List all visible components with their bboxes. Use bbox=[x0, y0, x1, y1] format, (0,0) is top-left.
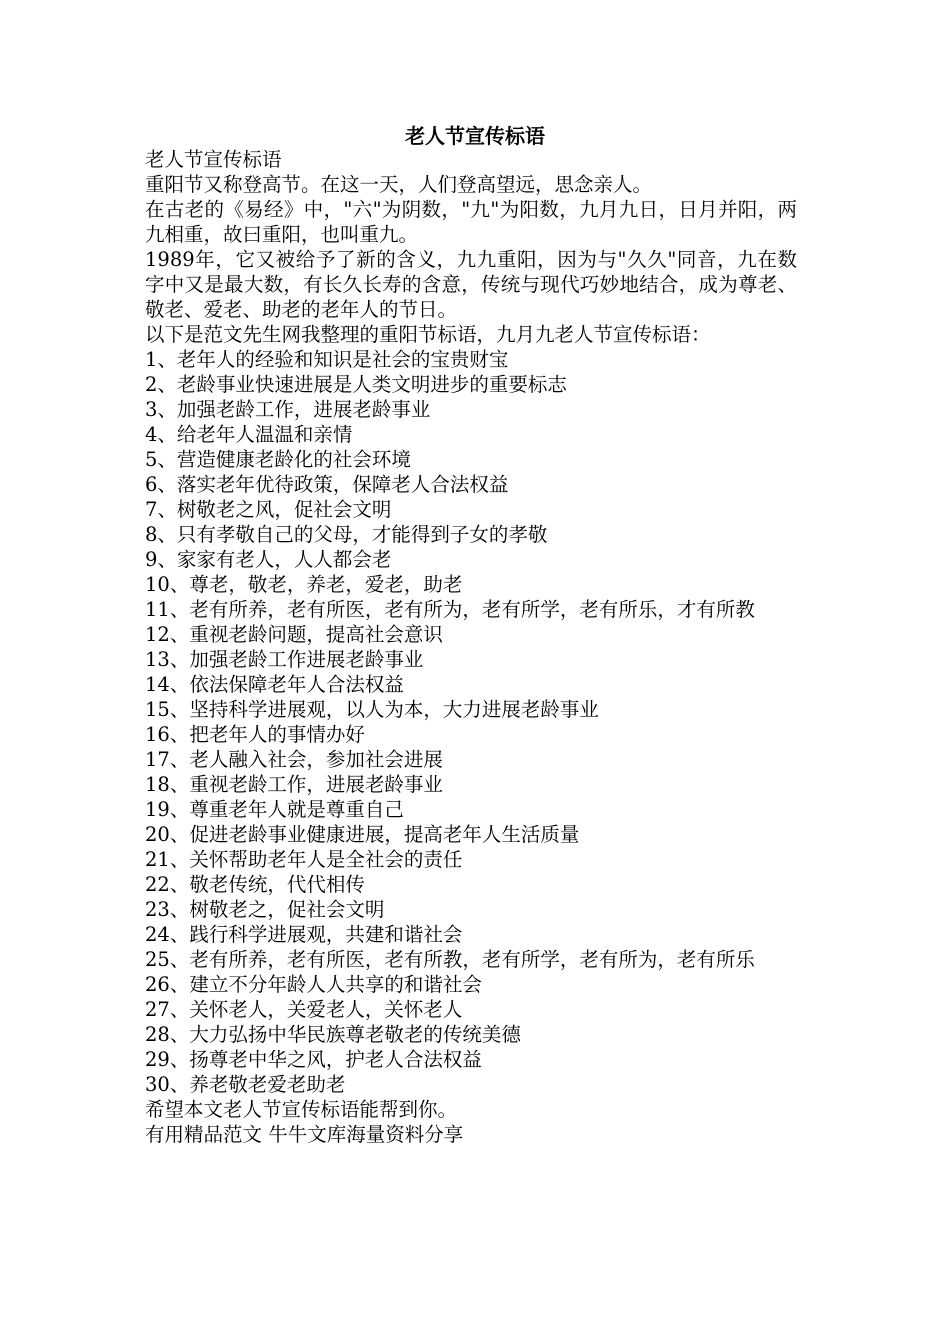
slogan-item: 3、加强老龄工作，进展老龄事业 bbox=[145, 398, 431, 421]
slogan-item: 29、扬尊老中华之风，护老人合法权益 bbox=[145, 1048, 482, 1071]
intro-paragraph: 重阳节又称登高节。在这一天，人们登高望远，思念亲人。 bbox=[145, 173, 653, 196]
intro-paragraph: 1989年，它又被给予了新的含义，九九重阳，因为与"久久"同音，九在数字中又是最大数，有长久长寿的含意，传统与现代巧妙地结合，成为尊老、敬老、爱老、助老的老年人的节日。 bbox=[145, 248, 797, 321]
slogan-item: 9、家家有老人，人人都会老 bbox=[145, 548, 392, 571]
slogan-item: 18、重视老龄工作，进展老龄事业 bbox=[145, 773, 443, 796]
slogan-item: 6、落实老年优待政策，保障老人合法权益 bbox=[145, 473, 509, 496]
slogan-item: 22、敬老传统，代代相传 bbox=[145, 873, 365, 896]
slogan-item: 12、重视老龄问题，提高社会意识 bbox=[145, 623, 443, 646]
slogan-item: 16、把老年人的事情办好 bbox=[145, 723, 365, 746]
closing-line: 希望本文老人节宣传标语能帮到你。 bbox=[145, 1098, 458, 1121]
slogan-item: 2、老龄事业快速进展是人类文明进步的重要标志 bbox=[145, 373, 567, 396]
intro-heading: 老人节宣传标语 bbox=[145, 148, 282, 171]
slogan-item: 4、给老年人温温和亲情 bbox=[145, 423, 353, 446]
slogan-item: 7、树敬老之风，促社会文明 bbox=[145, 498, 392, 521]
slogan-item: 23、树敬老之，促社会文明 bbox=[145, 898, 385, 921]
slogan-item: 10、尊老，敬老，养老，爱老，助老 bbox=[145, 573, 463, 596]
slogan-item: 28、大力弘扬中华民族尊老敬老的传统美德 bbox=[145, 1023, 521, 1046]
slogan-item: 19、尊重老年人就是尊重自己 bbox=[145, 798, 404, 821]
slogan-item: 14、依法保障老年人合法权益 bbox=[145, 673, 404, 696]
slogan-item: 1、老年人的经验和知识是社会的宝贵财宝 bbox=[145, 348, 509, 371]
intro-paragraph: 在古老的《易经》中，"六"为阴数，"九"为阳数，九月九日，日月并阳，两九相重，故曰重阳，也叫重九。 bbox=[145, 198, 797, 246]
slogan-item: 21、关怀帮助老年人是全社会的责任 bbox=[145, 848, 463, 871]
slogan-item: 27、关怀老人，关爱老人，关怀老人 bbox=[145, 998, 463, 1021]
slogan-item: 8、只有孝敬自己的父母，才能得到子女的孝敬 bbox=[145, 523, 548, 546]
slogan-item: 25、老有所养，老有所医，老有所教，老有所学，老有所为，老有所乐 bbox=[145, 948, 755, 971]
slogan-item: 15、坚持科学进展观，以人为本，大力进展老龄事业 bbox=[145, 698, 599, 721]
document-body bbox=[145, 147, 797, 1147]
slogan-item: 30、养老敬老爱老助老 bbox=[145, 1073, 346, 1096]
slogan-item: 5、营造健康老龄化的社会环境 bbox=[145, 448, 411, 471]
document-title: 老人节宣传标语 bbox=[405, 124, 545, 148]
slogan-item: 13、加强老龄工作进展老龄事业 bbox=[145, 648, 424, 671]
slogan-item: 26、建立不分年龄人人共享的和谐社会 bbox=[145, 973, 482, 996]
slogan-item: 11、老有所养，老有所医，老有所为，老有所学，老有所乐，才有所教 bbox=[145, 598, 755, 621]
intro-paragraph: 以下是范文先生网我整理的重阳节标语，九月九老人节宣传标语： bbox=[145, 323, 711, 346]
footer-source-line: 有用精品范文 牛牛文库海量资料分享 bbox=[145, 1123, 464, 1146]
slogan-item: 17、老人融入社会，参加社会进展 bbox=[145, 748, 443, 771]
slogan-item: 24、践行科学进展观，共建和谐社会 bbox=[145, 923, 463, 946]
slogan-item: 20、促进老龄事业健康进展，提高老年人生活质量 bbox=[145, 823, 580, 846]
